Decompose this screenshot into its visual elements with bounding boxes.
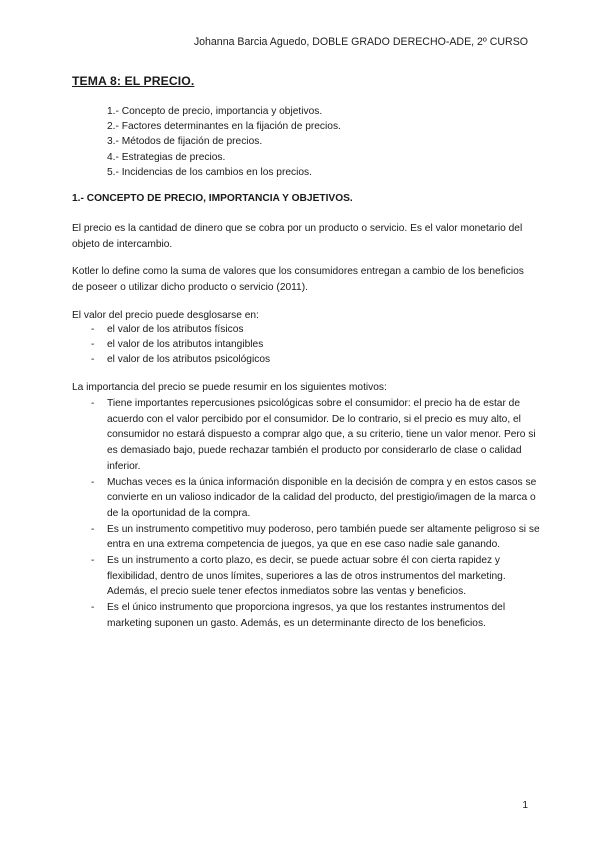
paragraph-importance-intro: La importancia del precio se puede resumir en los siguientes motivos:	[72, 382, 387, 393]
list-item	[72, 600, 542, 631]
list-item-text: Es un instrumento a corto plazo, es decir, se puede actuar sobre él con cierta rapidez y flexibilidad, dentro de unos límites, superiores a las de otros instrumentos del marketing. Además, el precio suele tener efectos inmediatos sobre las ventas y beneficios.	[107, 555, 506, 598]
document-title: TEMA 8: EL PRECIO.	[72, 74, 195, 88]
list-item-text: Es el único instrumento que proporciona ingresos, ya que los restantes instrumentos del marketing suponen un gasto. Además, es un determinante directo de los beneficios.	[107, 602, 506, 629]
dash-marker: -	[91, 602, 95, 614]
page-number: 1	[522, 800, 528, 811]
paragraph-values-intro: El valor del precio puede desglosarse en:	[72, 310, 259, 321]
paragraph-definition: El precio es la cantidad de dinero que se cobra por un producto o servicio. Es el valor monetario del objeto de intercambio.	[72, 223, 523, 250]
list-item	[72, 522, 542, 553]
dash-marker: -	[91, 476, 95, 488]
table-of-contents	[107, 104, 341, 180]
list-item	[72, 338, 542, 353]
list-item	[72, 396, 542, 475]
list-item-text: el valor de los atributos físicos	[107, 324, 244, 335]
list-item-text: Tiene importantes repercusiones psicológicas sobre el consumidor: el precio ha de estar de acuerdo con el valor percibido por el consumidor. De lo contrario, si el precio es muy alto, el consumidor no estará dispuesto a comprar algo que, a su criterio, tiene un valor menor. Pero si es demasiado bajo, puede rechazar también el producto por considerarlo de clase o calidad inferior.	[107, 398, 536, 472]
dash-marker: -	[91, 338, 95, 350]
section-heading: 1.- CONCEPTO DE PRECIO, IMPORTANCIA Y OBJETIVOS.	[72, 193, 353, 204]
values-list	[72, 323, 542, 368]
list-item-text: el valor de los atributos intangibles	[107, 338, 264, 350]
dash-marker: -	[91, 398, 95, 409]
motives-list	[72, 396, 542, 632]
toc-item: 3.- Métodos de fijación de precios.	[107, 136, 263, 148]
list-item-text: Es un instrumento competitivo muy poderoso, pero también puede ser altamente peligroso si se entra en una extrema competencia de juegos, ya que en ese caso nadie sale ganando.	[107, 523, 540, 551]
list-item-text: Muchas veces es la única información disponible en la decisión de compra y en estos casos se convierte en un valioso indicador de la calidad del producto, del prestigio/imagen de la marca o de la oportunidad de la compra.	[107, 476, 537, 519]
list-item	[72, 475, 542, 522]
list-item-text: el valor de los atributos psicológicos	[107, 353, 271, 365]
toc-item: 4.- Estrategias de precios.	[107, 151, 226, 163]
list-item	[72, 323, 542, 338]
dash-marker: -	[91, 324, 95, 335]
list-item	[72, 353, 542, 368]
toc-item: 1.- Concepto de precio, importancia y objetivos.	[107, 106, 323, 117]
dash-marker: -	[91, 523, 95, 535]
dash-marker: -	[91, 353, 95, 365]
dash-marker: -	[91, 555, 95, 567]
toc-item: 2.- Factores determinantes en la fijación de precios.	[107, 121, 341, 133]
list-item	[72, 553, 542, 600]
page-header: Johanna Barcia Aguedo, DOBLE GRADO DERECHO-ADE, 2º CURSO	[193, 36, 528, 48]
paragraph-kotler: Kotler lo define como la suma de valores que los consumidores entregan a cambio de los beneficios de poseer o utilizar dicho producto o servicio (2011).	[72, 266, 524, 293]
toc-item: 5.- Incidencias de los cambios en los precios.	[107, 166, 312, 178]
